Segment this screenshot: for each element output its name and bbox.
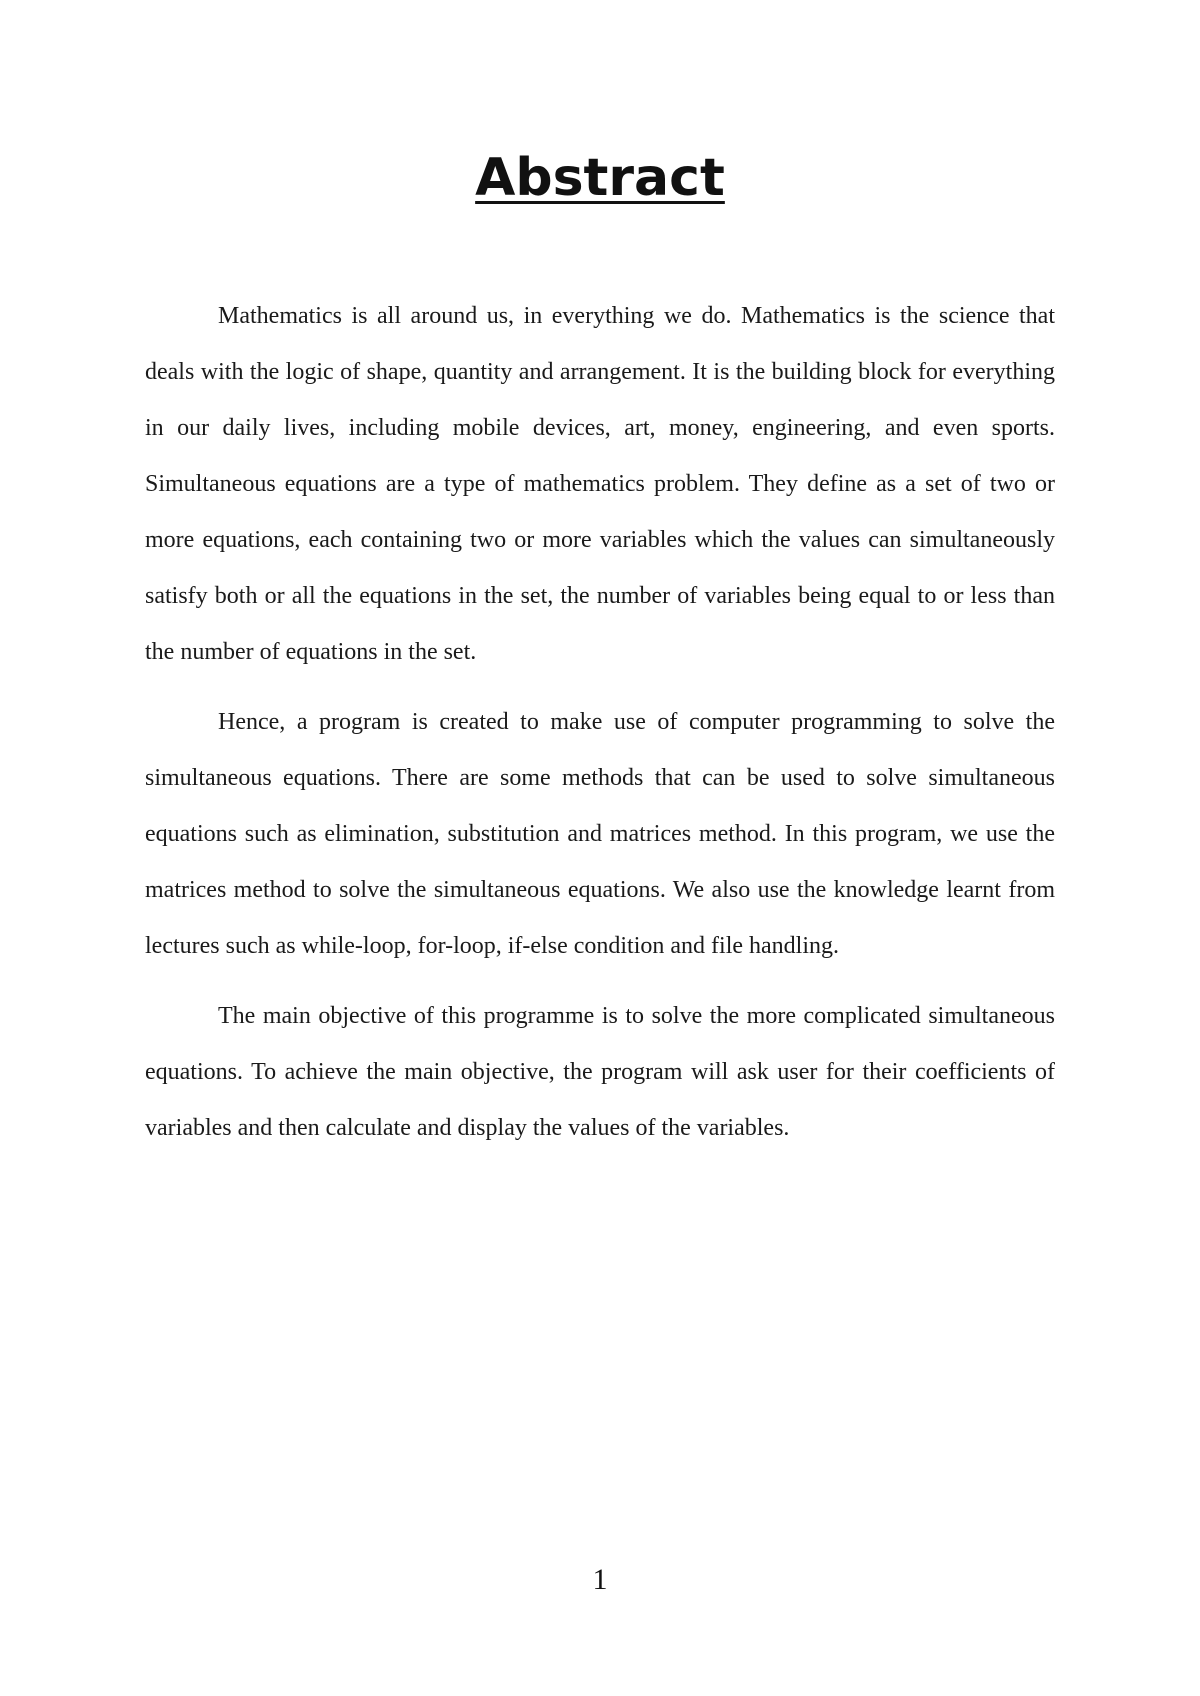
abstract-body	[145, 288, 1055, 1170]
page-title	[0, 142, 1200, 214]
abstract-paragraph-1: Mathematics is all around us, in everything we do. Mathematics is the science that deals with the logic of shape, quantity and arrangement. It is the building block for everything in our daily lives, including mobile devices, art, money, engineering, and even sports. Simultaneous equations are a type of mathematics problem. They define as a set of two or more equations, each containing two or more variables which the values can simultaneously satisfy both or all the equations in the set, the number of variables being equal to or less than the number of equations in the set.	[145, 303, 1055, 665]
page-number: 1	[592, 1563, 608, 1596]
abstract-paragraph-3: The main objective of this programme is to solve the more complicated simultaneous equations. To achieve the main objective, the program will ask user for their coefficients of variables and then calculate and display the values of the variables.	[145, 1003, 1055, 1141]
page-title-text: Abstract	[475, 148, 725, 208]
abstract-paragraph-2: Hence, a program is created to make use of computer programming to solve the simultaneous equations. There are some methods that can be used to solve simultaneous equations such as elimination, substitution and matrices method. In this program, we use the matrices method to solve the simultaneous equations. We also use the knowledge learnt from lectures such as while-loop, for-loop, if-else condition and file handling.	[145, 709, 1055, 959]
